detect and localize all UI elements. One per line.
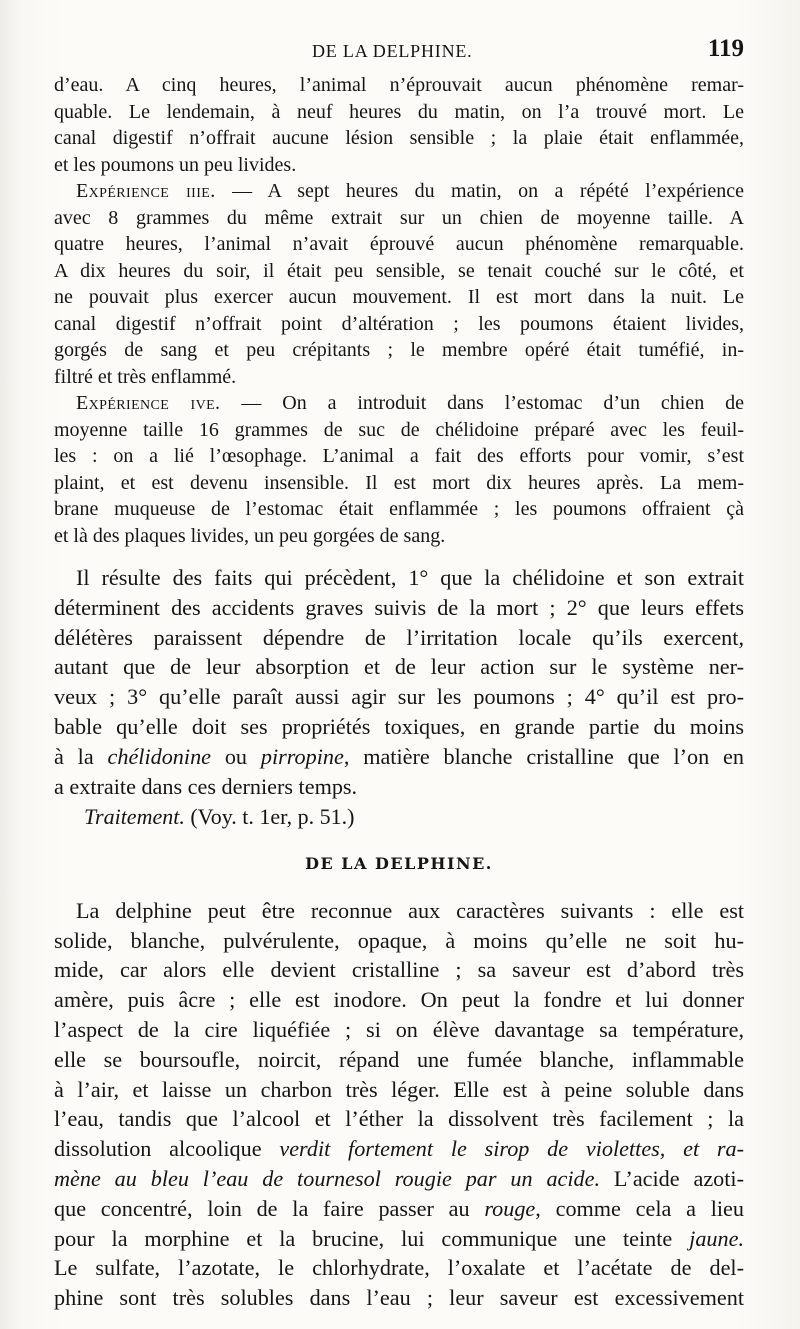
text-line: Le sulfate, l’azotate, le chlorhydrate, l’oxalate et l’acétate de del- [54, 1255, 744, 1281]
text-fragment: L’acide azoti- [600, 1166, 744, 1192]
text-fragment: — On a introduit dans l’estomac d’un chien de [220, 392, 744, 414]
running-header [54, 35, 744, 67]
text-line: et là des plaques livides, un peu gorgées de sang. [54, 524, 446, 547]
traitement-text: (Voy. t. 1er, p. 51.) [184, 804, 355, 830]
delphine-paragraph [54, 896, 744, 1313]
text-line: autant que de leur absorption et de leur action sur le système ner- [54, 654, 744, 680]
text-line: délétères paraissent dépendre de l’irritation locale qu’ils exercent, [54, 624, 744, 650]
text-line [54, 1224, 744, 1254]
text-line: ne pouvait plus exercer aucun mouvement. Il est mort dans la nuit. Le [54, 286, 744, 308]
text-line: a extraite dans ces derniers temps. [54, 773, 358, 799]
section-heading: DE LA DELPHINE. [305, 854, 493, 874]
page-content [54, 72, 744, 1313]
text-line: elle se boursoufle, noircit, répand une fumée blanche, inflammable [54, 1046, 744, 1072]
text-line: brane muqueuse de l’estomac était enflammée ; les poumons offraient çà [54, 498, 744, 520]
experience-label: Expérience ive. [76, 392, 221, 414]
text-fragment: ou [211, 743, 261, 769]
text-line: La delphine peut être reconnue aux caractères suivants : elle est [76, 897, 744, 923]
text-line: canal digestif n’offrait aucune lésion sensible ; la plaie était enflammée, [54, 127, 744, 149]
text-line: déterminent des accidents graves suivis de la mort ; 2° que leurs effets [54, 594, 744, 620]
text-line [54, 178, 744, 205]
paragraph-continuation [54, 72, 744, 178]
text-line [54, 390, 744, 417]
text-fragment: à la [54, 743, 108, 769]
text-line: Il résulte des faits qui précèdent, 1° que la chélidoine et son extrait [76, 565, 744, 590]
text-line [54, 742, 744, 772]
text-line: mide, car alors elle devient cristalline ; sa saveur est d’abord très [54, 957, 744, 983]
text-line: l’eau, tandis que l’alcool et l’éther la dissolvent très facilement ; la [54, 1106, 744, 1132]
text-line: solide, blanche, pulvérulente, opaque, à moins qu’elle ne soit hu- [54, 927, 744, 953]
text-line: à l’air, et laisse un charbon très léger. Elle est à peine soluble dans [54, 1076, 744, 1102]
running-title: DE LA DELPHINE. [312, 41, 473, 61]
italic-phrase: verdit fortement le sirop de violettes, et ra- [279, 1136, 744, 1162]
italic-term: pirropine [260, 743, 344, 769]
page-number: 119 [707, 35, 744, 62]
text-fragment: — A sept heures du matin, on a répété l’expérience [215, 180, 744, 202]
text-line: bable qu’elle doit ses propriétés toxiques, en grande partie du moins [54, 713, 744, 739]
text-line [54, 1134, 744, 1164]
experience-label: Expérience iiie. [76, 180, 216, 202]
text-line: filtré et très enflammé. [54, 365, 237, 388]
text-line: et les poumons un peu livides. [54, 153, 297, 176]
text-line: veux ; 3° qu’elle paraît aussi agir sur les poumons ; 4° qu’il est pro- [54, 684, 744, 710]
text-fragment: pour la morphine et la brucine, lui communique une teinte [54, 1225, 690, 1251]
text-line [54, 1194, 744, 1224]
scan-shadow [0, 0, 22, 1329]
text-line [54, 1164, 744, 1194]
text-line: d’eau. A cinq heures, l’animal n’éprouvait aucun phénomène remar- [54, 74, 744, 96]
text-line: plaint, et est devenu insensible. Il est mort dix heures après. La mem- [54, 471, 744, 494]
text-line: phine sont très solubles dans l’eau ; leur saveur est excessivement [54, 1285, 744, 1311]
text-fragment: , comme cela a lieu [535, 1195, 744, 1221]
text-line: avec 8 grammes du même extrait sur un chien de moyenne taille. A [54, 206, 744, 229]
text-fragment: que concentré, loin de la faire passer au [54, 1195, 485, 1221]
text-line: gorgés de sang et peu crépitants ; le membre opéré était tuméfié, in- [54, 339, 744, 361]
text-fragment: , matière blanche cristalline que l’on en [343, 743, 744, 769]
italic-term: rouge [484, 1195, 536, 1221]
text-line: l’aspect de la cire liquéfiée ; si on élève davantage sa température, [54, 1017, 744, 1043]
text-fragment: dissolution alcoolique [54, 1136, 280, 1162]
traitement-label: Traitement. [84, 804, 185, 830]
text-line: quable. Le lendemain, à neuf heures du matin, on l’a trouvé mort. Le [54, 100, 744, 123]
text-line: les : on a lié l’œsophage. L’animal a fait des efforts pour vomir, s’est [54, 445, 744, 467]
summary-paragraph [54, 563, 744, 801]
experience-3 [54, 178, 744, 390]
italic-term: jaune. [689, 1225, 744, 1251]
text-line: amère, puis âcre ; elle est inodore. On peut la fondre et lui donner [54, 987, 744, 1013]
italic-term: chélidonine [107, 743, 212, 769]
text-line: quatre heures, l’animal n’avait éprouvé aucun phénomène remarquable. [54, 233, 744, 255]
text-line: moyenne taille 16 grammes de suc de chélidoine préparé avec les feuil- [54, 418, 744, 441]
traitement-reference [54, 803, 744, 831]
paragraph-gap [54, 549, 744, 563]
text-line: canal digestif n’offrait point d’altération ; les poumons étaient livides, [54, 312, 744, 335]
experience-4 [54, 390, 744, 549]
text-line: A dix heures du soir, il était peu sensible, se tenait couché sur le côté, et [54, 259, 744, 282]
italic-phrase: mène au bleu l’eau de tournesol rougie par un acide. [54, 1166, 601, 1192]
